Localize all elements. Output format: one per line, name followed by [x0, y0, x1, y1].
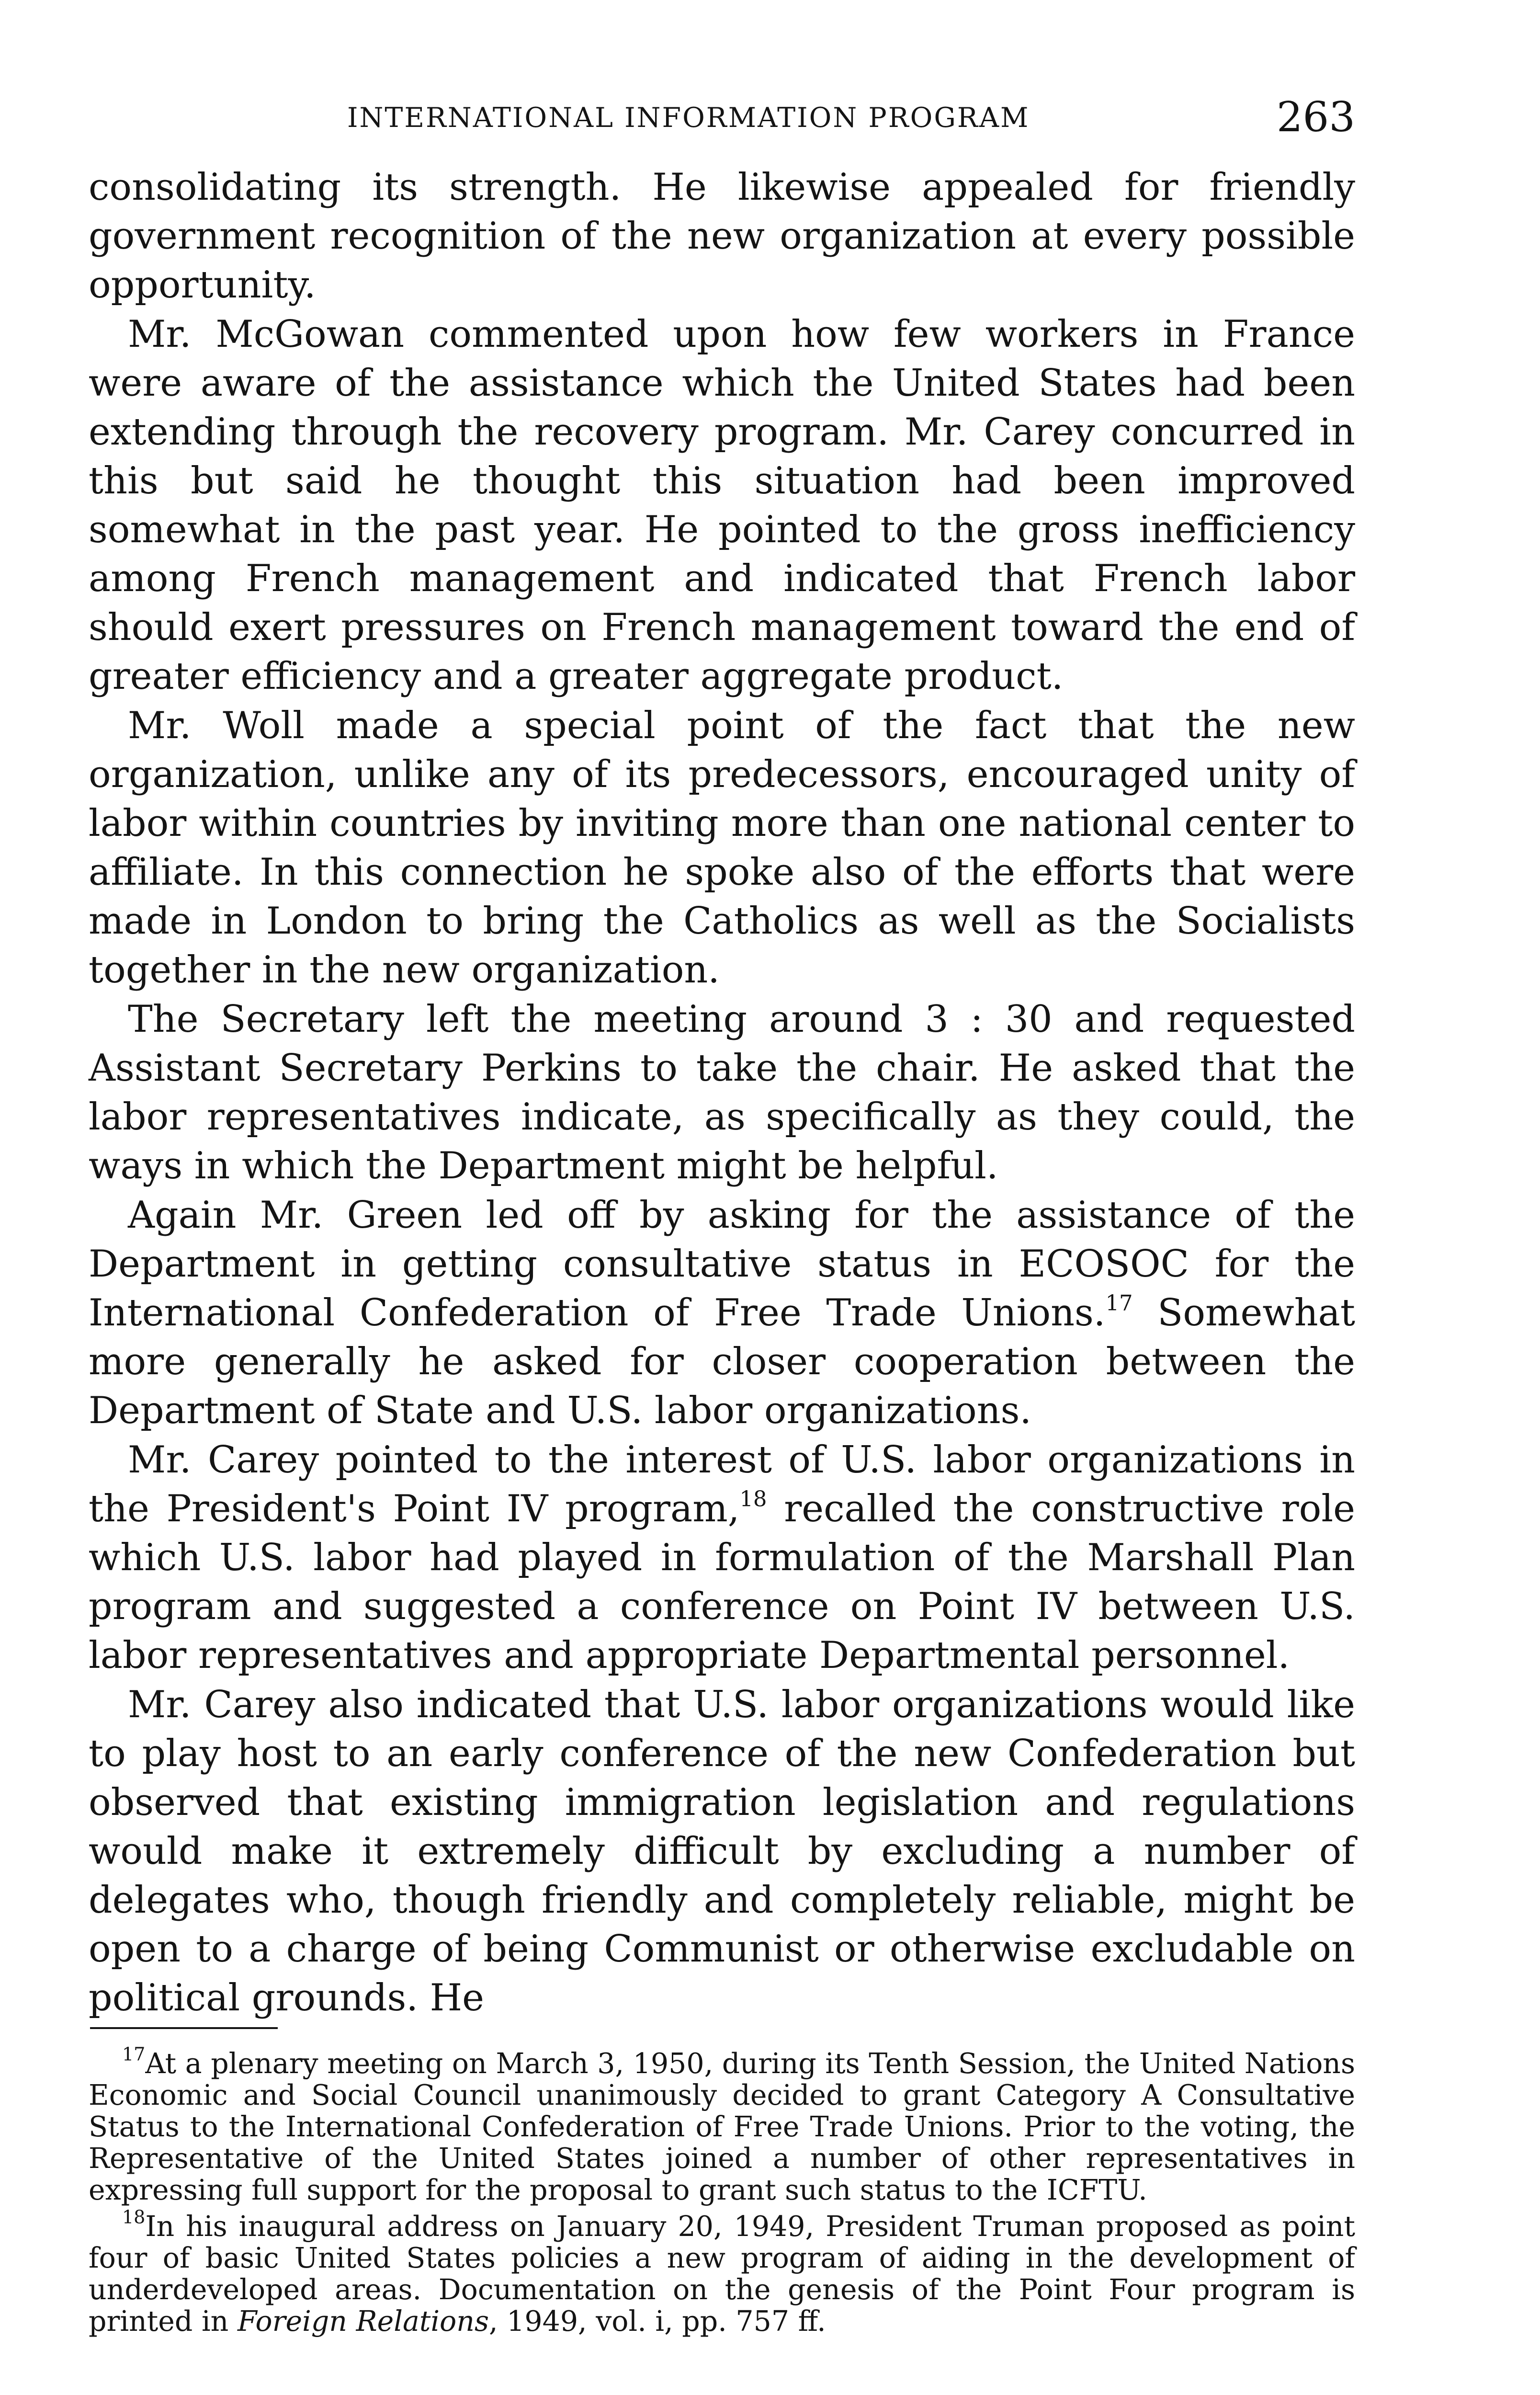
paragraph-2: Mr. McGowan commented upon how few workers in France were aware of the assistance which the United States had been extending through the recovery program. Mr. Carey concurred in this but said he thought this situation had been improved somewhat in the past year. He pointed to the gross inefficiency among French management and indicated that French labor should exert pressures on French management toward the end of greater efficiency and a greater aggregate product.	[89, 313, 1355, 698]
footnote-18-italic-title: Foreign Relations	[237, 2305, 489, 2338]
footnotes	[89, 2043, 1355, 2342]
footnote-18-text-a: In his inaugural address on January 20, 1949, President Truman proposed as point four of basic United States policies a new program of aiding in the development of underdeveloped areas. Documentation on the genesis of the Point Four program is printed in	[89, 2210, 1355, 2338]
page-number: 263	[1276, 93, 1355, 141]
paragraph-5	[89, 1191, 1355, 1435]
paragraph-5-text-a: Again Mr. Green led off by asking for the assistance of the Department in getting consultative status in ECOSOC for the International Confederation of Free Trade Unions.	[89, 1194, 1355, 1334]
footnote-18-marker: 18	[122, 2206, 146, 2228]
paragraph-1: consolidating its strength. He likewise appealed for friendly government recognition of the new organization at every possible opportunity.	[89, 166, 1355, 307]
footnote-ref-18: 18	[739, 1486, 767, 1512]
footnote-17	[89, 2043, 1355, 2206]
paragraph-4: The Secretary left the meeting around 3 : 30 and requested Assistant Secretary Perkins to take the chair. He asked that the labor representatives indicate, as specifically as they could, the ways in which the Department might be helpful.	[89, 998, 1355, 1187]
page-header	[89, 93, 1355, 141]
paragraph-6	[89, 1436, 1355, 1680]
footnote-ref-17: 17	[1105, 1290, 1133, 1316]
running-head: INTERNATIONAL INFORMATION PROGRAM	[347, 102, 1030, 134]
paragraph-6-text-b: recalled the constructive role which U.S. labor had played in formulation of the Marshall Plan program and suggested a conference on Point IV between U.S. labor representatives and appropriate Departmental personnel.	[89, 1487, 1355, 1677]
body-text	[89, 163, 1355, 2023]
paragraph-5-text-b: Somewhat more generally he asked for closer cooperation between the Department of State and U.S. labor organizations.	[89, 1291, 1356, 1432]
footnote-18-text-b: , 1949, vol. i, pp. 757 ff.	[488, 2305, 826, 2338]
paragraph-3: Mr. Woll made a special point of the fact that the new organization, unlike any of its predecessors, encouraged unity of labor within countries by inviting more than one national center to affiliate. In this connection he spoke also of the efforts that were made in London to bring the Catholics as well as the Socialists together in the new organization.	[89, 704, 1355, 992]
paragraph-7: Mr. Carey also indicated that U.S. labor organizations would like to play host to an early conference of the new Confederation but observed that existing immigration legislation and regulations would make it extremely difficult by excluding a number of delegates who, though friendly and completely reliable, might be open to a charge of being Communist or otherwise excludable on political grounds. He	[89, 1683, 1355, 2019]
footnote-divider	[90, 2027, 278, 2029]
footnote-18	[89, 2206, 1355, 2338]
footnote-17-marker: 17	[122, 2043, 146, 2065]
footnote-17-text: At a plenary meeting on March 3, 1950, during its Tenth Session, the United Nations Economic and Social Council unanimously decided to grant Category A Consultative Status to the International Confederation of Free Trade Unions. Prior to the voting, the Representative of the United States joined a number of other representatives in expressing full support for the proposal to grant such status to the ICFTU.	[89, 2047, 1355, 2206]
paragraph-6-text-a: Mr. Carey pointed to the interest of U.S. labor organizations in the President's Point IV program,	[89, 1438, 1355, 1530]
